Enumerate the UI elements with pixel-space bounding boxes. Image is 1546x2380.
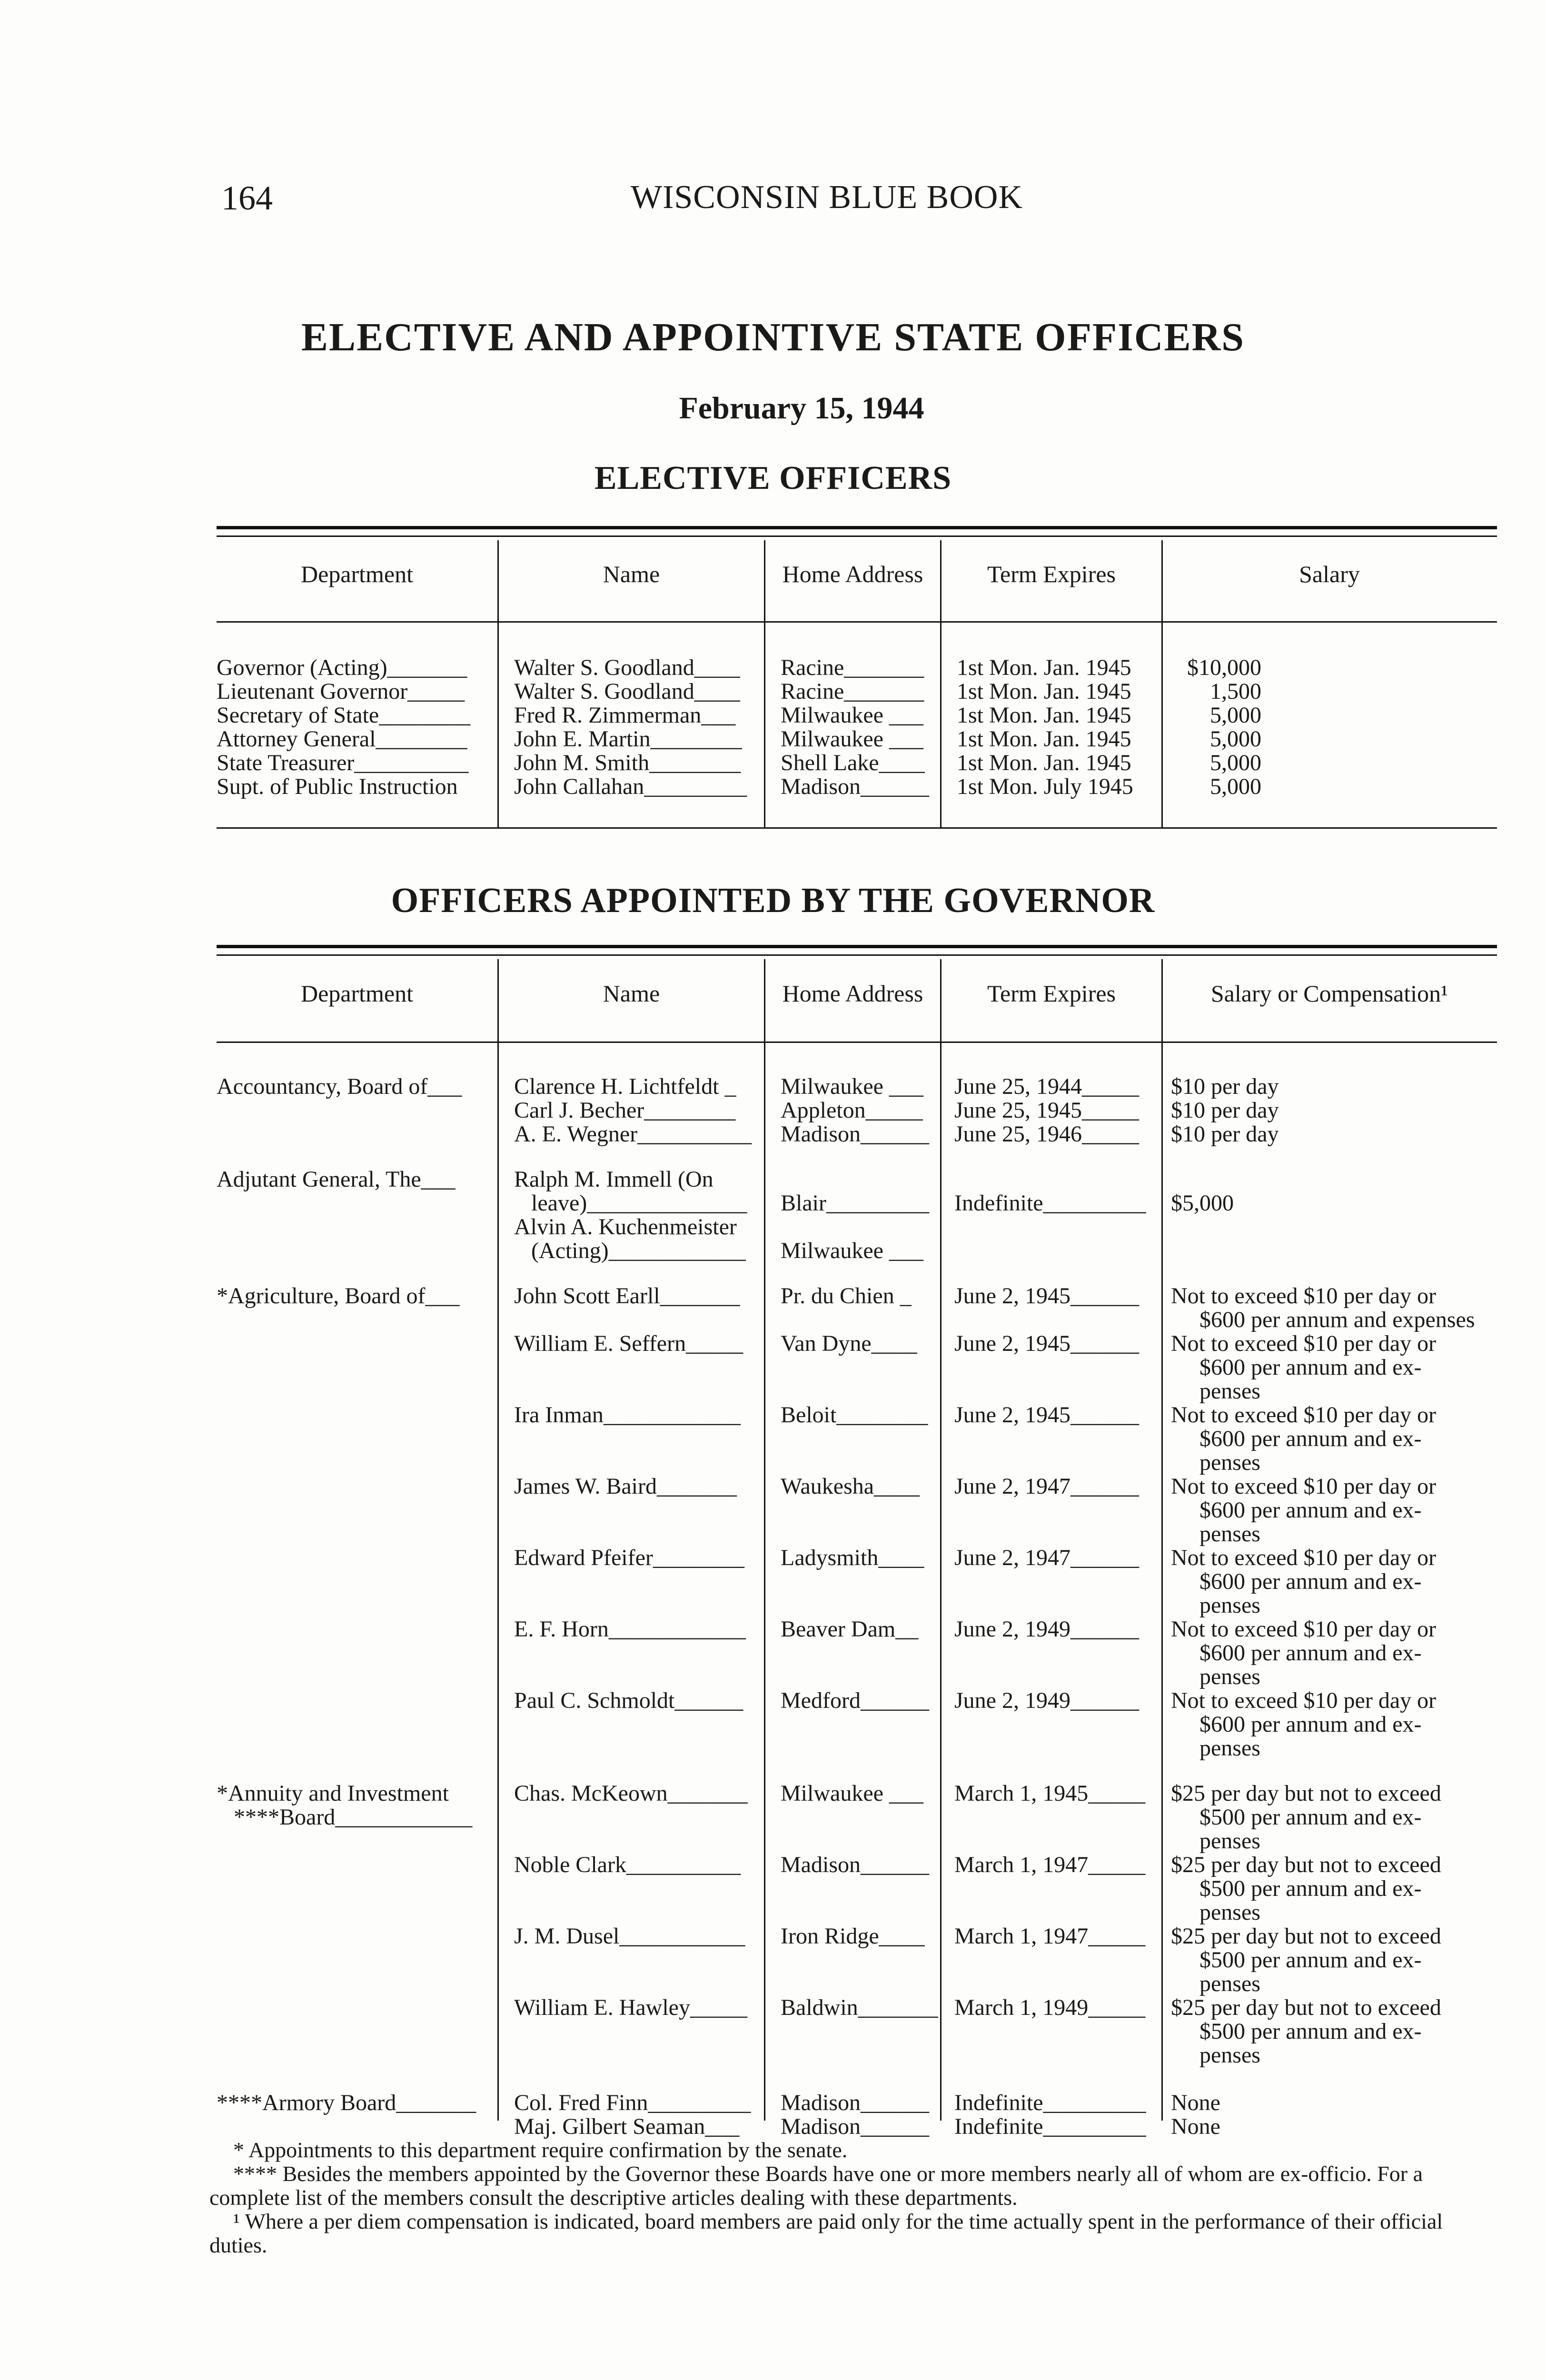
elective-cell-salary: 5,000	[1210, 774, 1261, 799]
page-number: 164	[221, 179, 273, 217]
member-address: Milwaukee ___	[781, 1074, 923, 1099]
department-label: ****Armory Board_______	[217, 2090, 476, 2115]
member-address: Iron Ridge____	[781, 1924, 925, 1949]
document-date: February 15, 1944	[679, 391, 924, 426]
main-title: ELECTIVE AND APPOINTIVE STATE OFFICERS	[301, 315, 1245, 359]
member-term: June 2, 1945______	[954, 1283, 1139, 1309]
elective-cell-dept: State Treasurer__________	[217, 750, 469, 775]
elective-cell-name: Walter S. Goodland____	[514, 655, 740, 680]
member-address: Madison______	[781, 2114, 929, 2139]
member-address: Baldwin_______	[781, 1995, 938, 2020]
member-address: Beloit________	[781, 1402, 928, 1428]
member-term: March 1, 1947_____	[954, 1924, 1146, 1949]
member-compensation: $500 per annum and ex-	[1171, 2019, 1422, 2044]
member-compensation: $25 per day but not to exceed	[1171, 1852, 1441, 1877]
member-term: March 1, 1945_____	[954, 1781, 1146, 1806]
column-header: Home Address	[782, 980, 923, 1007]
member-compensation: $25 per day but not to exceed	[1171, 1924, 1441, 1949]
footnote: ¹ Where a per diem compensation is indicated, board members are paid only for the time actually spent in the performance of their official duties.	[209, 2209, 1443, 2257]
member-compensation: $600 per annum and ex-	[1171, 1497, 1422, 1523]
member-compensation: $10 per day	[1171, 1074, 1279, 1099]
member-compensation: $500 per annum and ex-	[1171, 1805, 1422, 1830]
column-header: Term Expires	[987, 561, 1116, 587]
member-term: June 2, 1949______	[954, 1616, 1139, 1642]
member-name: Edward Pfeifer________	[514, 1545, 744, 1570]
member-name: William E. Seffern_____	[514, 1331, 743, 1356]
member-compensation: penses	[1171, 1450, 1260, 1475]
column-header: Name	[603, 980, 660, 1007]
member-compensation: $10 per day	[1171, 1098, 1279, 1123]
member-name: Carl J. Becher________	[514, 1098, 736, 1123]
member-compensation: penses	[1171, 1378, 1260, 1404]
elective-cell-term: 1st Mon. Jan. 1945	[957, 679, 1131, 704]
member-compensation: penses	[1171, 1521, 1260, 1547]
table-rule	[217, 621, 1497, 623]
member-compensation: $600 per annum and ex-	[1171, 1355, 1422, 1380]
department-label: ****Board____________	[217, 1805, 473, 1830]
member-name: (Acting)____________	[514, 1238, 746, 1263]
member-address: Blair_________	[781, 1190, 929, 1216]
department-label: *Agriculture, Board of___	[217, 1283, 460, 1309]
table-rule	[217, 1041, 1497, 1043]
elective-cell-dept: Supt. of Public Instruction	[217, 774, 458, 799]
member-name: A. E. Wegner__________	[514, 1121, 752, 1147]
member-compensation: $600 per annum and ex-	[1171, 1640, 1422, 1666]
elective-cell-salary: 1,500	[1210, 679, 1261, 704]
member-address: Madison______	[781, 1121, 929, 1147]
member-address: Madison______	[781, 1852, 929, 1877]
member-compensation: penses	[1171, 1900, 1260, 1925]
elective-cell-term: 1st Mon. July 1945	[957, 774, 1133, 799]
member-compensation: Not to exceed $10 per day or	[1171, 1331, 1437, 1356]
elective-cell-term: 1st Mon. Jan. 1945	[957, 703, 1131, 728]
member-name: James W. Baird_______	[514, 1474, 737, 1499]
member-term: June 2, 1949______	[954, 1688, 1139, 1713]
member-term: Indefinite_________	[954, 1190, 1146, 1216]
table-rule	[217, 526, 1497, 529]
member-term: March 1, 1949_____	[954, 1995, 1146, 2020]
elective-cell-addr: Racine_______	[781, 655, 924, 680]
member-address: Pr. du Chien _	[781, 1283, 912, 1309]
member-term: June 25, 1945_____	[954, 1098, 1139, 1123]
member-term: March 1, 1947_____	[954, 1852, 1146, 1877]
member-address: Appleton_____	[781, 1098, 923, 1123]
member-term: Indefinite_________	[954, 2114, 1146, 2139]
member-compensation: $25 per day but not to exceed	[1171, 1781, 1441, 1806]
member-name: Ira Inman____________	[514, 1402, 741, 1428]
member-compensation: penses	[1171, 1664, 1260, 1689]
elective-cell-name: John Callahan_________	[514, 774, 747, 799]
column-header: Home Address	[782, 561, 923, 587]
appointed-heading: OFFICERS APPOINTED BY THE GOVERNOR	[391, 881, 1155, 920]
elective-cell-dept: Lieutenant Governor_____	[217, 679, 465, 704]
member-address: Ladysmith____	[781, 1545, 924, 1570]
column-header: Salary	[1299, 561, 1360, 587]
member-term: Indefinite_________	[954, 2090, 1146, 2115]
member-name: Alvin A. Kuchenmeister	[514, 1214, 737, 1240]
member-compensation: $10 per day	[1171, 1121, 1279, 1147]
member-term: June 2, 1947______	[954, 1474, 1139, 1499]
member-compensation: penses	[1171, 1971, 1260, 1996]
member-name: E. F. Horn____________	[514, 1616, 746, 1642]
member-name: Col. Fred Finn_________	[514, 2090, 751, 2115]
column-divider	[497, 959, 499, 2121]
member-name: leave)______________	[514, 1190, 747, 1216]
member-address: Waukesha____	[781, 1474, 920, 1499]
column-header: Term Expires	[987, 980, 1116, 1007]
elective-cell-addr: Racine_______	[781, 679, 924, 704]
member-term: June 2, 1945______	[954, 1331, 1139, 1356]
elective-cell-name: John M. Smith________	[514, 750, 741, 775]
elective-cell-name: Fred R. Zimmerman___	[514, 703, 736, 728]
table-rule	[217, 954, 1497, 956]
member-address: Milwaukee ___	[781, 1781, 923, 1806]
member-compensation: penses	[1171, 1735, 1260, 1761]
elective-cell-term: 1st Mon. Jan. 1945	[957, 726, 1131, 752]
elective-cell-dept: Secretary of State________	[217, 703, 471, 728]
elective-cell-salary: 5,000	[1210, 750, 1261, 775]
member-term: June 25, 1946_____	[954, 1121, 1139, 1147]
book-title: WISCONSIN BLUE BOOK	[631, 179, 1023, 216]
elective-cell-name: Walter S. Goodland____	[514, 679, 740, 704]
table-rule	[217, 827, 1497, 829]
column-divider	[940, 959, 941, 2121]
member-compensation: $25 per day but not to exceed	[1171, 1995, 1441, 2020]
member-compensation: Not to exceed $10 per day or	[1171, 1402, 1437, 1428]
member-address: Madison______	[781, 2090, 929, 2115]
member-name: Chas. McKeown_______	[514, 1781, 748, 1806]
footnote: **** Besides the members appointed by the Governor these Boards have one or more members nearly all of whom are ex-officio. For a complete list of the members consult the descriptive articles dealing with these departments.	[209, 2162, 1423, 2210]
member-compensation: $600 per annum and expenses	[1171, 1307, 1475, 1332]
member-compensation: $500 per annum and ex-	[1171, 1876, 1422, 1901]
member-address: Medford______	[781, 1688, 929, 1713]
elective-cell-salary: $10,000	[1187, 655, 1261, 680]
member-compensation: None	[1171, 2114, 1220, 2139]
member-compensation: Not to exceed $10 per day or	[1171, 1545, 1437, 1570]
member-compensation: $600 per annum and ex-	[1171, 1569, 1422, 1594]
member-compensation: Not to exceed $10 per day or	[1171, 1688, 1437, 1713]
elective-cell-addr: Milwaukee ___	[781, 703, 923, 728]
member-term: June 25, 1944_____	[954, 1074, 1139, 1099]
member-compensation: $600 per annum and ex-	[1171, 1426, 1422, 1451]
member-name: John Scott Earll_______	[514, 1283, 740, 1309]
elective-cell-name: John E. Martin________	[514, 726, 742, 752]
department-label: *Annuity and Investment	[217, 1781, 449, 1806]
member-name: Noble Clark__________	[514, 1852, 741, 1877]
column-divider	[764, 959, 765, 2121]
member-address: Van Dyne____	[781, 1331, 917, 1356]
member-name: J. M. Dusel___________	[514, 1924, 745, 1949]
elective-cell-term: 1st Mon. Jan. 1945	[957, 750, 1131, 775]
member-compensation: penses	[1171, 2043, 1260, 2068]
footnote: * Appointments to this department require confirmation by the senate.	[233, 2138, 848, 2162]
member-compensation: Not to exceed $10 per day or	[1171, 1283, 1437, 1309]
elective-cell-salary: 5,000	[1210, 703, 1261, 728]
member-address: Milwaukee ___	[781, 1238, 923, 1263]
elective-cell-term: 1st Mon. Jan. 1945	[957, 655, 1131, 680]
member-name: Ralph M. Immell (On	[514, 1167, 714, 1192]
member-name: Clarence H. Lichtfeldt _	[514, 1074, 736, 1099]
column-divider	[1161, 959, 1163, 2121]
table-rule	[217, 945, 1497, 948]
column-header: Department	[300, 980, 413, 1007]
member-name: William E. Hawley_____	[514, 1995, 747, 2020]
elective-cell-addr: Milwaukee ___	[781, 726, 923, 752]
table-rule	[217, 536, 1497, 537]
elective-cell-addr: Madison______	[781, 774, 929, 799]
member-term: June 2, 1947______	[954, 1545, 1139, 1570]
column-header: Department	[300, 561, 413, 587]
elective-cell-dept: Governor (Acting)_______	[217, 655, 467, 680]
department-label: Adjutant General, The___	[217, 1167, 456, 1192]
member-compensation: $5,000	[1171, 1190, 1234, 1216]
member-address: Beaver Dam__	[781, 1616, 919, 1642]
member-compensation: penses	[1171, 1593, 1260, 1618]
member-compensation: None	[1171, 2090, 1220, 2115]
elective-cell-addr: Shell Lake____	[781, 750, 925, 775]
member-compensation: $500 per annum and ex-	[1171, 1947, 1422, 1973]
department-label: Accountancy, Board of___	[217, 1074, 462, 1099]
member-term: June 2, 1945______	[954, 1402, 1139, 1428]
member-name: Paul C. Schmoldt______	[514, 1688, 743, 1713]
column-header: Salary or Compensation¹	[1210, 980, 1448, 1007]
member-compensation: $600 per annum and ex-	[1171, 1712, 1422, 1737]
elective-heading: ELECTIVE OFFICERS	[594, 460, 952, 496]
elective-cell-salary: 5,000	[1210, 726, 1261, 752]
elective-cell-dept: Attorney General________	[217, 726, 467, 752]
column-header: Name	[603, 561, 660, 587]
member-compensation: Not to exceed $10 per day or	[1171, 1474, 1437, 1499]
member-name: Maj. Gilbert Seaman___	[514, 2114, 740, 2139]
member-compensation: Not to exceed $10 per day or	[1171, 1616, 1437, 1642]
member-compensation: penses	[1171, 1828, 1260, 1854]
